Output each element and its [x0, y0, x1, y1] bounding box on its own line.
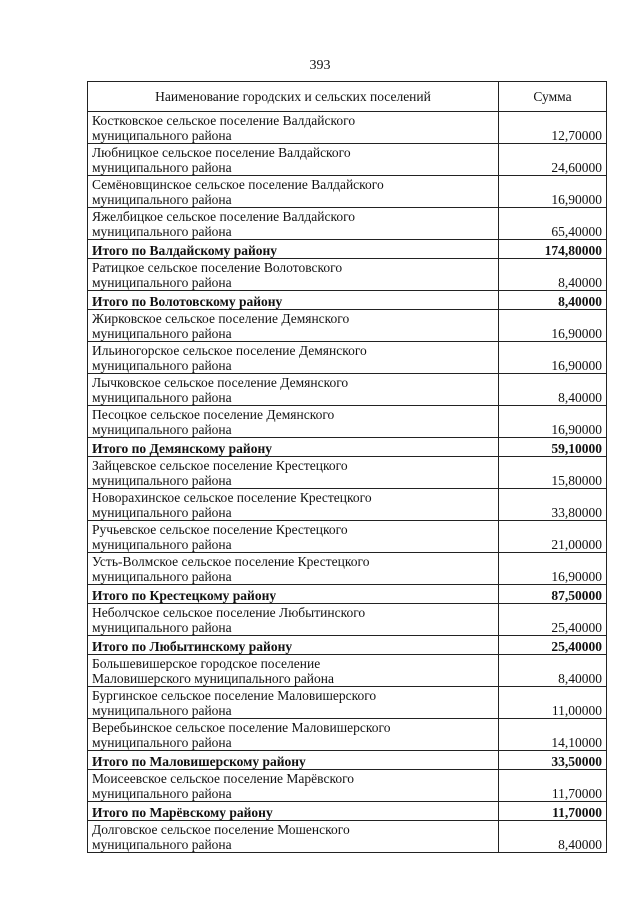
settlement-row: [88, 719, 607, 751]
settlement-sum-cell: 8,40000: [499, 259, 607, 291]
district-total-sum: 11,70000: [499, 802, 607, 821]
settlement-name-line1: Лычковское сельское поселение Демянского: [92, 375, 349, 390]
settlement-name-line2: Маловишерского муниципального района: [92, 671, 334, 686]
settlement-name-line2: муниципального района: [92, 569, 232, 584]
settlement-name-line2: муниципального района: [92, 275, 232, 290]
settlement-name-line2: муниципального района: [92, 620, 232, 635]
district-total-label: Итого по Валдайскому району: [88, 240, 499, 259]
settlement-name-cell: [88, 208, 499, 240]
settlement-name-line2: муниципального района: [92, 703, 232, 718]
settlement-name-cell: [88, 112, 499, 144]
settlement-name-line1: Долговское сельское поселение Мошенского: [92, 822, 350, 837]
settlement-sum-cell: 8,40000: [499, 374, 607, 406]
settlement-name-cell: [88, 374, 499, 406]
settlement-name-cell: [88, 604, 499, 636]
table-body: [88, 112, 607, 853]
district-total-sum: 33,50000: [499, 751, 607, 770]
column-header-name: Наименование городских и сельских поселений: [88, 82, 499, 112]
column-header-sum: Сумма: [499, 82, 607, 112]
settlement-name-line2: муниципального района: [92, 128, 232, 143]
settlement-name-line1: Ручьевское сельское поселение Крестецкого: [92, 522, 348, 537]
settlement-row: [88, 176, 607, 208]
settlement-name-line2: муниципального района: [92, 505, 232, 520]
settlement-row: [88, 342, 607, 374]
settlement-name-line2: муниципального района: [92, 192, 232, 207]
settlement-name-line1: Любницкое сельское поселение Валдайского: [92, 145, 351, 160]
settlement-name-line2: муниципального района: [92, 224, 232, 239]
settlement-row: [88, 374, 607, 406]
district-total-row: [88, 291, 607, 310]
settlement-name-cell: [88, 553, 499, 585]
settlement-row: [88, 553, 607, 585]
district-total-label: Итого по Маловишерскому району: [88, 751, 499, 770]
settlement-name-line1: Ратицкое сельское поселение Волотовского: [92, 260, 343, 275]
settlement-name-line2: муниципального района: [92, 837, 232, 852]
settlement-row: [88, 310, 607, 342]
settlement-sum-cell: 16,90000: [499, 553, 607, 585]
settlement-row: [88, 208, 607, 240]
settlement-name-line1: Большевишерское городское поселение: [92, 656, 321, 671]
settlement-sum-cell: 21,00000: [499, 521, 607, 553]
district-total-row: [88, 438, 607, 457]
settlement-name-cell: [88, 821, 499, 853]
settlement-name-line2: муниципального района: [92, 735, 232, 750]
settlement-name-cell: [88, 719, 499, 751]
settlement-name-line1: Костковское сельское поселение Валдайского: [92, 113, 356, 128]
table-header-row: [88, 82, 607, 112]
settlement-name-line1: Неболчское сельское поселение Любытинского: [92, 605, 366, 620]
district-total-label: Итого по Демянскому району: [88, 438, 499, 457]
settlement-name-line1: Яжелбицкое сельское поселение Валдайского: [92, 209, 356, 224]
settlement-name-line1: Песоцкое сельское поселение Демянского: [92, 407, 335, 422]
settlement-sum-cell: 15,80000: [499, 457, 607, 489]
district-total-label: Итого по Волотовскому району: [88, 291, 499, 310]
settlement-row: [88, 687, 607, 719]
settlement-sum-cell: 16,90000: [499, 406, 607, 438]
settlement-name-cell: [88, 342, 499, 374]
settlement-row: [88, 259, 607, 291]
settlement-row: [88, 521, 607, 553]
settlement-row: [88, 655, 607, 687]
settlement-name-line2: муниципального района: [92, 326, 232, 341]
settlement-name-cell: [88, 144, 499, 176]
settlement-sum-cell: 16,90000: [499, 176, 607, 208]
settlement-name-cell: [88, 176, 499, 208]
settlement-name-line1: Веребьинское сельское поселение Маловишерского: [92, 720, 391, 735]
settlement-name-cell: [88, 687, 499, 719]
settlement-name-cell: [88, 259, 499, 291]
settlement-name-line1: Новорахинское сельское поселение Крестецкого: [92, 490, 372, 505]
settlement-row: [88, 489, 607, 521]
district-total-sum: 59,10000: [499, 438, 607, 457]
district-total-row: [88, 802, 607, 821]
district-total-sum: 87,50000: [499, 585, 607, 604]
district-total-sum: 174,80000: [499, 240, 607, 259]
settlement-name-line2: муниципального района: [92, 786, 232, 801]
settlement-row: [88, 457, 607, 489]
settlement-name-line2: муниципального района: [92, 160, 232, 175]
settlement-name-line1: Усть-Волмское сельское поселение Крестецкого: [92, 554, 370, 569]
settlement-name-cell: [88, 770, 499, 802]
settlement-sum-cell: 16,90000: [499, 310, 607, 342]
district-total-row: [88, 240, 607, 259]
settlement-name-line1: Семёновщинское сельское поселение Валдайского: [92, 177, 384, 192]
district-total-label: Итого по Крестецкому району: [88, 585, 499, 604]
settlement-row: [88, 112, 607, 144]
settlement-sum-cell: 25,40000: [499, 604, 607, 636]
settlement-row: [88, 144, 607, 176]
settlement-sum-cell: 65,40000: [499, 208, 607, 240]
district-total-sum: 8,40000: [499, 291, 607, 310]
settlement-name-line1: Зайцевское сельское поселение Крестецкого: [92, 458, 348, 473]
district-total-row: [88, 585, 607, 604]
settlement-sum-cell: 33,80000: [499, 489, 607, 521]
settlement-sum-cell: 14,10000: [499, 719, 607, 751]
settlement-sum-cell: 8,40000: [499, 655, 607, 687]
settlement-name-line1: Ильиногорское сельское поселение Демянского: [92, 343, 367, 358]
settlement-name-cell: [88, 406, 499, 438]
settlement-row: [88, 770, 607, 802]
settlement-name-line2: муниципального района: [92, 473, 232, 488]
settlement-sum-cell: 16,90000: [499, 342, 607, 374]
settlement-row: [88, 821, 607, 853]
settlement-row: [88, 406, 607, 438]
settlement-name-line2: муниципального района: [92, 422, 232, 437]
district-total-sum: 25,40000: [499, 636, 607, 655]
settlement-name-line2: муниципального района: [92, 537, 232, 552]
settlement-name-line2: муниципального района: [92, 390, 232, 405]
settlement-name-cell: [88, 655, 499, 687]
settlement-sum-cell: 8,40000: [499, 821, 607, 853]
settlements-budget-table: [87, 81, 607, 853]
district-total-row: [88, 751, 607, 770]
settlement-sum-cell: 24,60000: [499, 144, 607, 176]
settlement-name-cell: [88, 521, 499, 553]
settlement-name-cell: [88, 489, 499, 521]
settlement-name-line1: Моисеевское сельское поселение Марёвского: [92, 771, 355, 786]
district-total-row: [88, 636, 607, 655]
settlement-name-cell: [88, 457, 499, 489]
settlement-sum-cell: 12,70000: [499, 112, 607, 144]
settlement-name-line2: муниципального района: [92, 358, 232, 373]
settlement-row: [88, 604, 607, 636]
district-total-label: Итого по Любытинскому району: [88, 636, 499, 655]
district-total-label: Итого по Марёвскому району: [88, 802, 499, 821]
settlement-sum-cell: 11,00000: [499, 687, 607, 719]
settlement-name-line1: Бургинское сельское поселение Маловишерского: [92, 688, 377, 703]
settlement-name-line1: Жирковское сельское поселение Демянского: [92, 311, 350, 326]
page-number: 393: [309, 58, 331, 73]
settlement-name-cell: [88, 310, 499, 342]
settlement-sum-cell: 11,70000: [499, 770, 607, 802]
